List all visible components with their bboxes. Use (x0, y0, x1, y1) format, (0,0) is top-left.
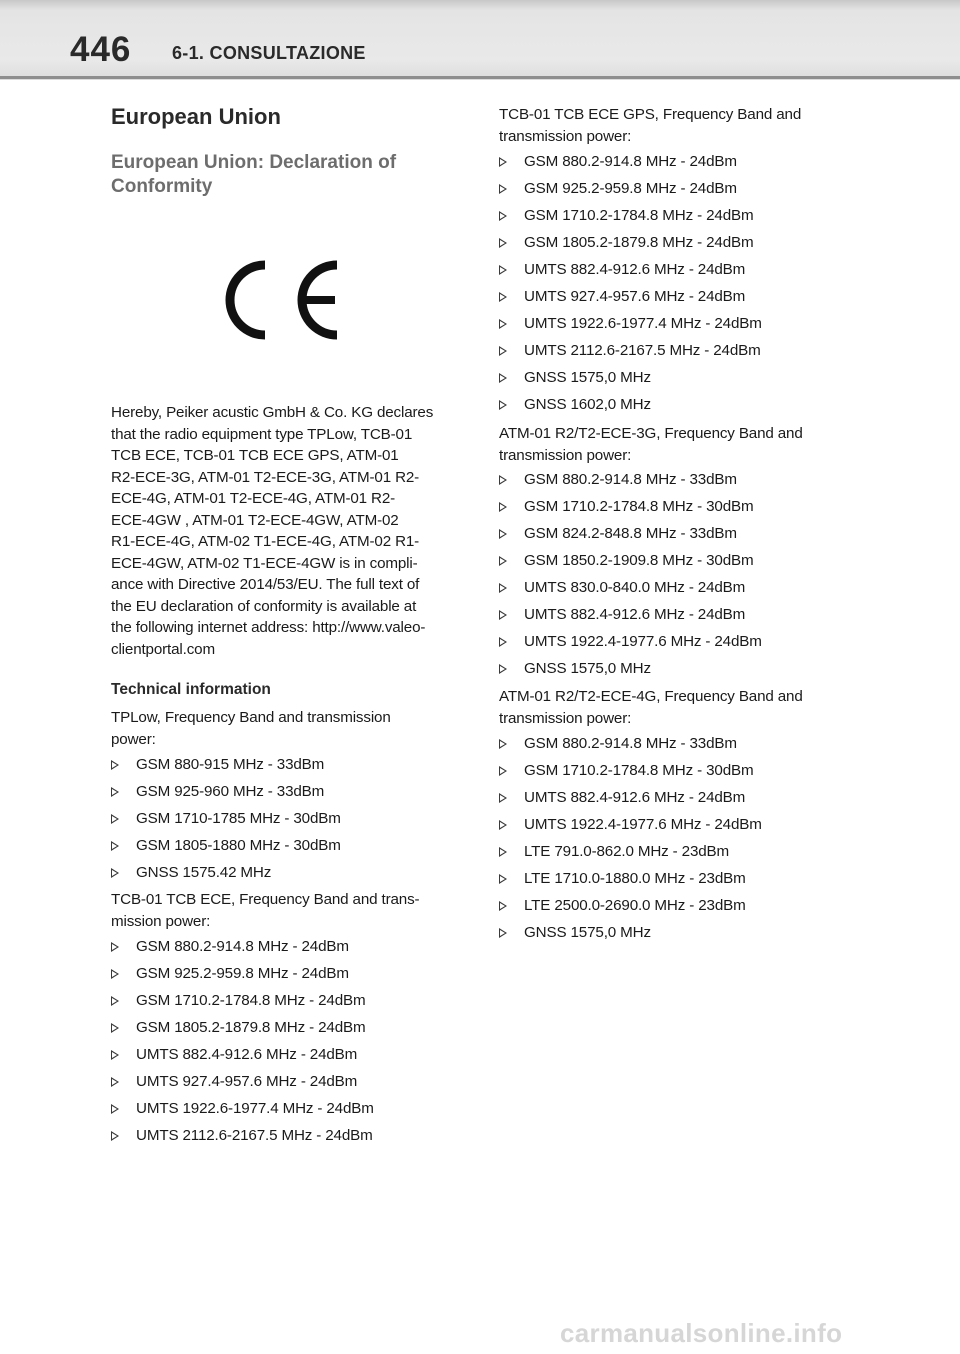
text-line: ATM-01 R2/T2-ECE-4G, Frequency Band and (499, 688, 803, 705)
subtitle-line: Conformity (111, 176, 213, 197)
bullet-triangle-icon (111, 1077, 119, 1087)
atm4g-intro (499, 686, 851, 729)
text-line: TCB-01 TCB ECE GPS, Frequency Band and (499, 106, 802, 123)
tcb-intro (111, 889, 463, 932)
bullet-triangle-icon (499, 664, 507, 674)
bullet-triangle-icon (111, 1131, 119, 1141)
bullet-triangle-icon (499, 928, 507, 938)
bullet-triangle-icon (499, 319, 507, 329)
bullet-triangle-icon (499, 502, 507, 512)
bullet-triangle-icon (499, 583, 507, 593)
atm3g-intro (499, 423, 851, 466)
bullet-triangle-icon (111, 1023, 119, 1033)
text-line: Hereby, Peiker acustic GmbH & Co. KG declares (111, 404, 434, 421)
bullet-triangle-icon (499, 184, 507, 194)
bullet-triangle-icon (499, 211, 507, 221)
technical-information-heading: Technical information (111, 681, 271, 698)
text-line: transmission power: (499, 446, 632, 464)
bullet-triangle-icon (499, 556, 507, 566)
bullet-triangle-icon (499, 637, 507, 647)
tplow-intro (111, 707, 463, 750)
bullet-triangle-icon (499, 793, 507, 803)
bullet-triangle-icon (111, 787, 119, 797)
section-title: European Union (111, 104, 281, 129)
bullet-triangle-icon (499, 739, 507, 749)
text-line: R1-ECE-4G, ATM-02 T1-ECE-4G, ATM-02 R1- (111, 533, 420, 550)
bullet-triangle-icon (111, 969, 119, 979)
bullet-triangle-icon (499, 238, 507, 248)
bullet-triangle-icon (499, 610, 507, 620)
bullet-triangle-icon (499, 901, 507, 911)
text-line: ECE-4G, ATM-01 T2-ECE-4G, ATM-01 R2- (111, 490, 396, 507)
bullet-triangle-icon (111, 841, 119, 851)
text-line: TPLow, Frequency Band and transmission (111, 709, 391, 726)
header-rule (0, 76, 960, 79)
bullet-triangle-icon (111, 1104, 119, 1114)
text-line: TCB-01 TCB ECE, Frequency Band and trans- (111, 891, 420, 908)
bullet-triangle-icon (111, 814, 119, 824)
text-line: that the radio equipment type TPLow, TCB-01 (111, 425, 413, 443)
bullet-triangle-icon (499, 400, 507, 410)
bullet-triangle-icon (499, 157, 507, 167)
bullet-triangle-icon (499, 529, 507, 539)
text-line: R2-ECE-3G, ATM-01 T2-ECE-3G, ATM-01 R2- (111, 468, 420, 486)
footer-watermark: carmanualsonline.info (560, 1318, 843, 1348)
text-line: transmission power: (499, 127, 632, 145)
text-line: ECE-4GW, ATM-02 T1-ECE-4GW is in compli- (111, 554, 418, 572)
text-line: the following internet address: http://www.valeo- (111, 619, 426, 636)
bullet-triangle-icon (111, 1050, 119, 1060)
bullet-triangle-icon (111, 942, 119, 952)
chapter-title: 6-1. CONSULTAZIONE (172, 43, 366, 63)
bullet-triangle-icon (499, 847, 507, 857)
bullet-triangle-icon (499, 346, 507, 356)
bullet-triangle-icon (499, 766, 507, 776)
declaration-paragraph (111, 402, 463, 660)
page-header (0, 0, 960, 80)
bullet-triangle-icon (499, 874, 507, 884)
text-line: power: (111, 730, 156, 748)
text-line: transmission power: (499, 709, 632, 727)
bullet-triangle-icon (111, 868, 119, 878)
text-line: mission power: (111, 912, 211, 930)
page-number: 446 (70, 30, 132, 69)
text-line: clientportal.com (111, 640, 215, 658)
bullet-triangle-icon (499, 373, 507, 383)
bullet-triangle-icon (111, 996, 119, 1006)
bullet-triangle-icon (499, 475, 507, 485)
text-line: ECE-4GW , ATM-01 T2-ECE-4GW, ATM-02 (111, 511, 399, 529)
text-line: the EU declaration of conformity is available at (111, 597, 417, 615)
section-subtitle (111, 151, 463, 199)
subtitle-line: European Union: Declaration of (111, 152, 397, 173)
bullet-triangle-icon (499, 292, 507, 302)
bullet-triangle-icon (499, 820, 507, 830)
ce-mark-icon (225, 255, 355, 345)
bullet-triangle-icon (111, 760, 119, 770)
text-line: TCB ECE, TCB-01 TCB ECE GPS, ATM-01 (111, 447, 399, 464)
bullet-triangle-icon (499, 265, 507, 275)
text-line: ATM-01 R2/T2-ECE-3G, Frequency Band and (499, 425, 803, 442)
gps-intro (499, 104, 851, 147)
text-line: ance with Directive 2014/53/EU. The full text of (111, 576, 420, 593)
